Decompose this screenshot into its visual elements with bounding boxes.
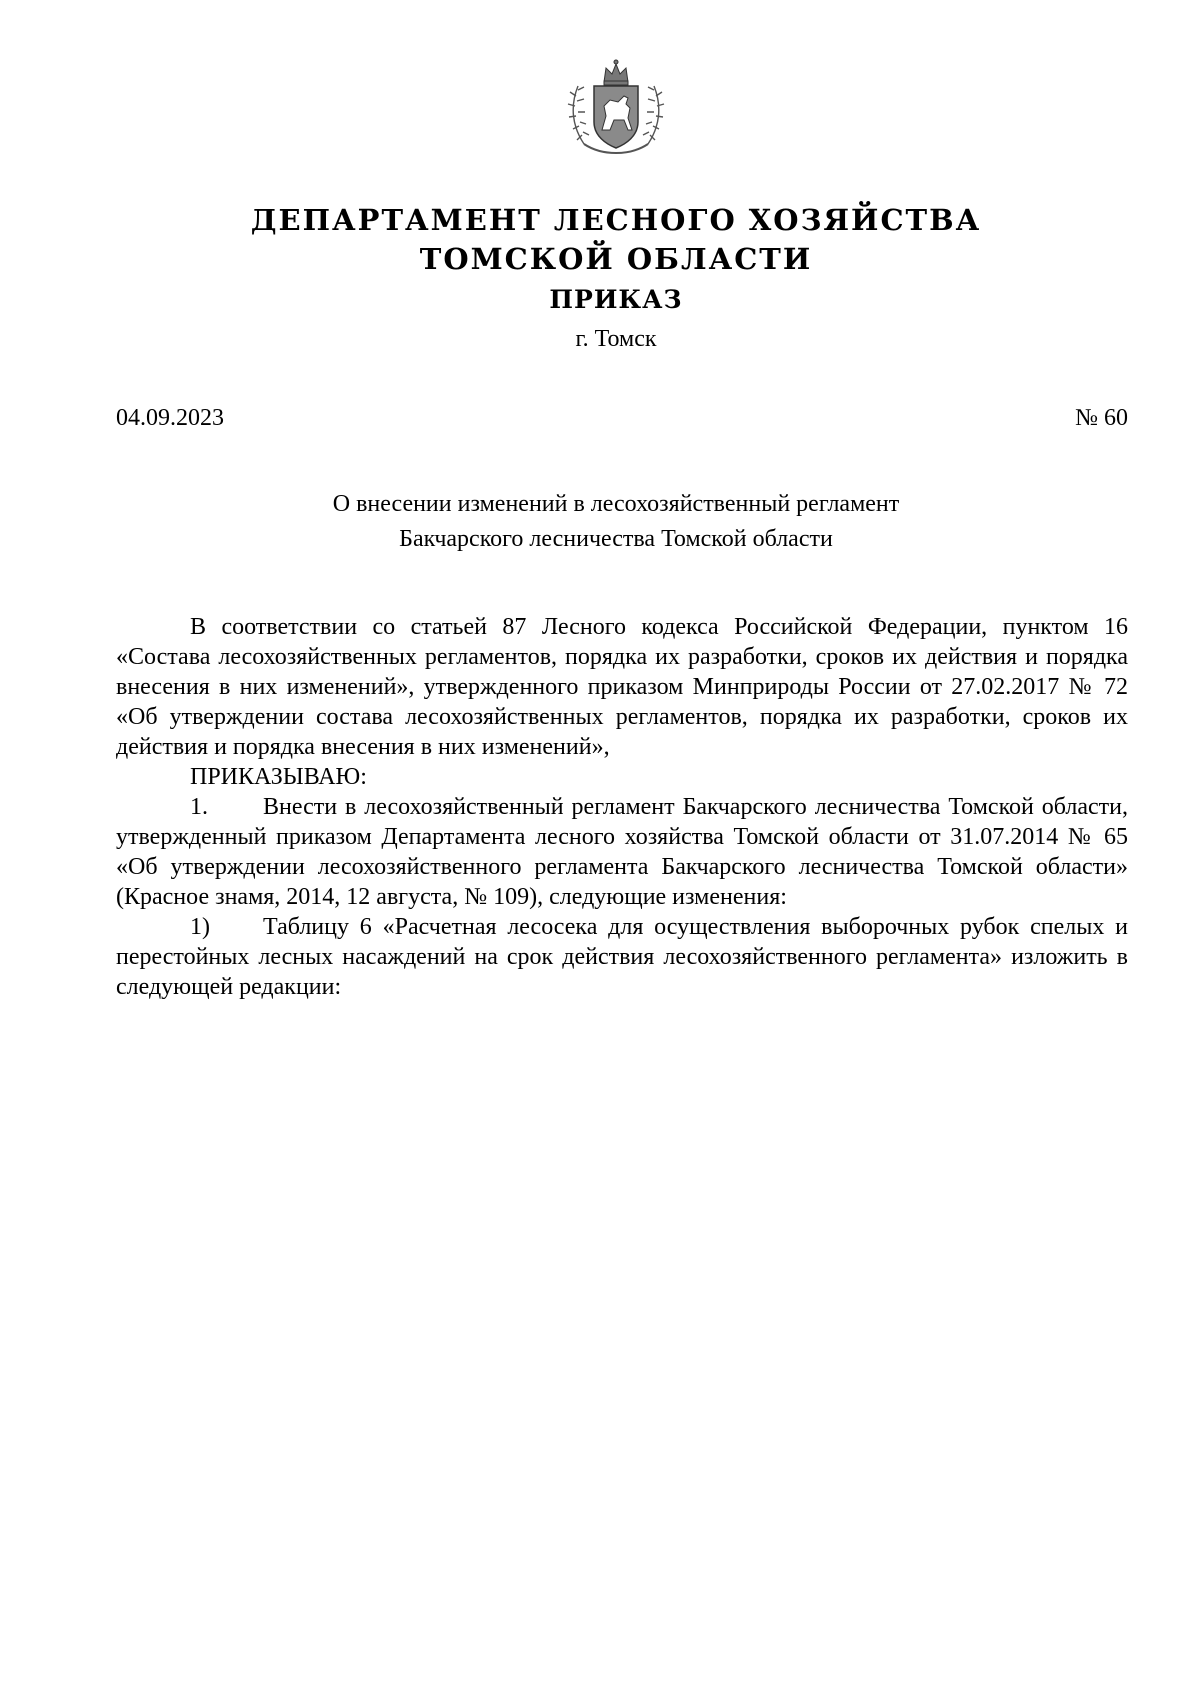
document-subject bbox=[0, 487, 1200, 557]
subject-line2: Бакчарского лесничества Томской области bbox=[399, 526, 833, 552]
document-type: ПРИКАЗ bbox=[549, 285, 683, 314]
city: г. Томск bbox=[575, 326, 657, 352]
subitem-1-number: 1) bbox=[190, 914, 210, 940]
item-1-number: 1. bbox=[190, 794, 208, 820]
subitem-1 bbox=[116, 912, 1128, 1002]
department-name-line1: ДЕПАРТАМЕНТ ЛЕСНОГО ХОЗЯЙСТВА bbox=[250, 203, 982, 237]
department-name-line2: ТОМСКОЙ ОБЛАСТИ bbox=[419, 242, 813, 276]
preamble-paragraph: В соответствии со статьей 87 Лесного кодекса Российской Федерации, пунктом 16 «Состава лесохозяйственных регламентов, порядка их разработки, сроков их действия и порядка внесения в них изменений», утвержденного приказом Минприроды России от 27.02.2017 № 72 «Об утверждении состава лесохозяйственных регламентов, порядка их разработки, сроков их действия и порядка внесения в них изменений», bbox=[116, 614, 1128, 760]
subject-line1: О внесении изменений в лесохозяйственный регламент bbox=[332, 491, 900, 517]
document-number: № 60 bbox=[1075, 405, 1128, 431]
order-word: ПРИКАЗЫВАЮ: bbox=[190, 764, 367, 790]
item-1-text: Внести в лесохозяйственный регламент Бакчарского лесничества Томской области, утвержденный приказом Департамента лесного хозяйства Томской области от 31.07.2014 № 65 «Об утверждении лесохозяйственного регламента Бакчарского лесничества Томской области» (Красное знамя, 2014, 12 августа, № 109), следующие изменения: bbox=[116, 794, 1128, 910]
item-1 bbox=[116, 792, 1128, 912]
document-body bbox=[116, 612, 1128, 1002]
coat-of-arms-icon bbox=[562, 56, 670, 160]
document-date: 04.09.2023 bbox=[116, 405, 224, 431]
subitem-1-text: Таблицу 6 «Расчетная лесосека для осуществления выборочных рубок спелых и перестойных лесных насаждений на срок действия лесохозяйственного регламента» изложить в следующей редакции: bbox=[116, 914, 1128, 1000]
